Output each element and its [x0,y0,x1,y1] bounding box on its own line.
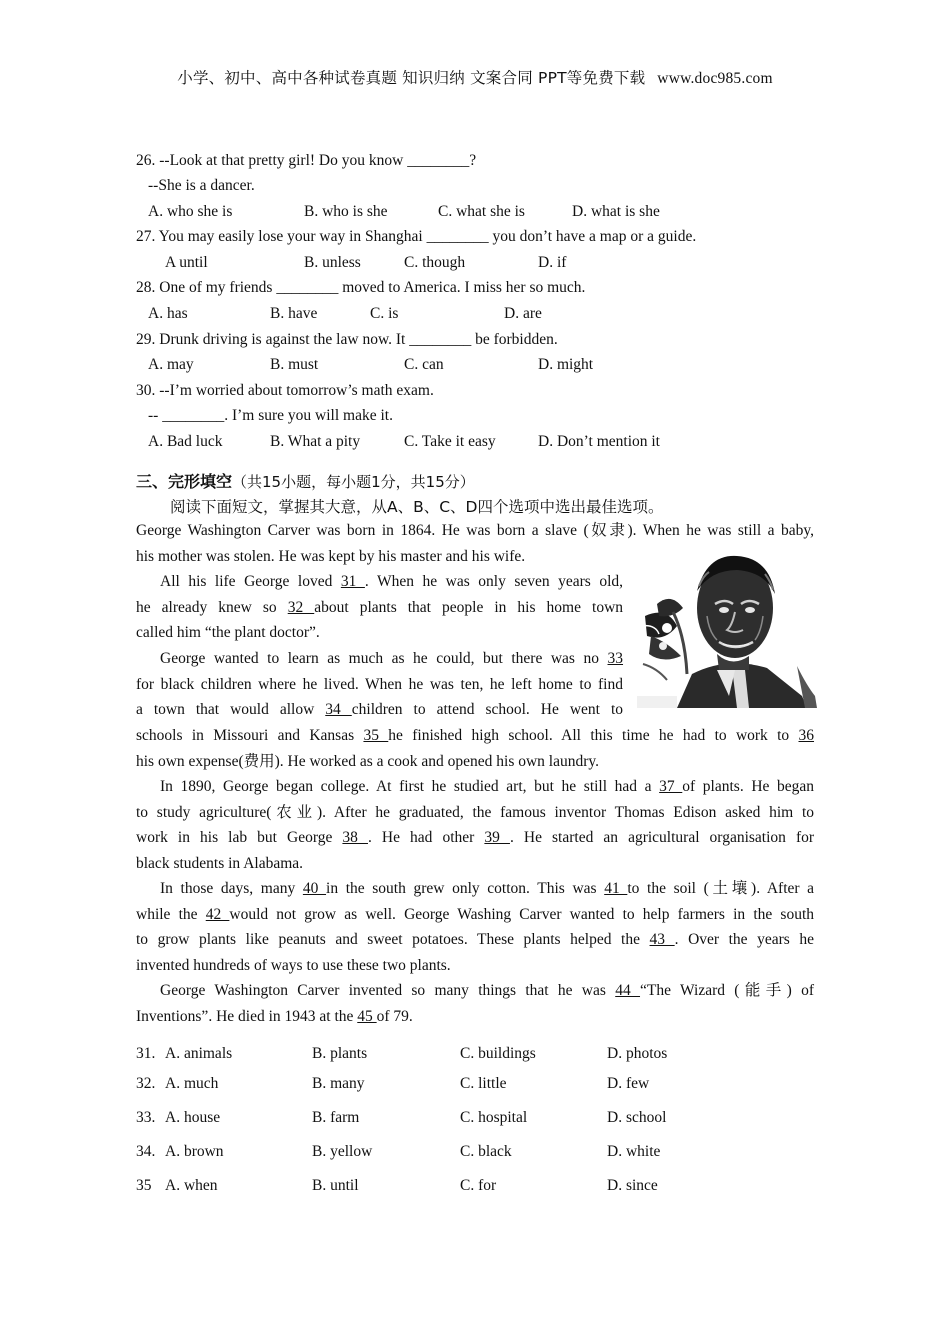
q26-option-c: C. what she is [438,203,525,220]
page-header [0,66,950,88]
cloze-32-option-c: C. little [460,1075,507,1092]
passage-line: invented hundreds of ways to use these two plants. [136,956,451,974]
portrait-illustration [637,546,817,708]
passage-line: called him “the plant doctor”. [136,624,320,642]
blank-40: 40 [302,880,327,897]
cloze-34-option-d: D. white [607,1143,661,1160]
blank-39: 39 [484,829,510,847]
header-title: 小学、初中、高中各种试卷真题 知识归纳 文案合同 PPT等免费下载 [177,69,646,87]
passage-paragraph-6 [136,978,814,1029]
question-30: 30. --I’m worried about tomorrow’s math exam. [136,382,434,399]
section-heading [136,469,475,492]
passage-line: schools in Missouri and Kansas 35 he finished high school. All this time he had to work to 36 [136,727,815,744]
passage-line: a town that would allow 34 children to attend school. He went to [136,701,624,719]
passage-line: to grow plants like peanuts and sweet potatoes. These plants helped the 43 . Over the years he [136,931,815,949]
q29-option-b: B. must [270,356,319,373]
cloze-33-option-a: A. house [165,1109,221,1126]
passage-paragraph-3 [136,646,623,723]
q28-option-c: C. is [370,305,399,322]
q28-option-d: D. are [504,305,542,322]
question-29: 29. Drunk driving is against the law now. It ________ be forbidden. [136,331,558,348]
blank-35: 35 [363,727,389,744]
section-title: 三、完形填空 [136,472,233,491]
blank-34: 34 [325,701,352,719]
q29-option-c: C. can [404,356,444,373]
passage-paragraph-4 [136,774,814,876]
passage-line: George wanted to learn as much as he could, but there was no 33 [160,650,624,667]
blank-33: 33 [607,650,624,667]
cloze-35-option-a: A. when [165,1177,218,1194]
q27-option-c: C. though [404,254,466,271]
passage-paragraph-2 [136,569,623,646]
cloze-35-option-d: D. since [607,1177,658,1194]
blank-32: 32 [287,598,315,616]
passage-line: In those days, many 40 in the south grew only cotton. This was 41 to the soil (土壤). After a [160,880,815,897]
q30-option-d: D. Don’t mention it [538,433,660,450]
blank-36: 36 [798,727,815,744]
cloze-31-option-b: B. plants [312,1045,368,1062]
question-26-reply: --She is a dancer. [148,177,255,194]
q30-option-b: B. What a pity [270,433,361,450]
passage-line: to study agriculture(农业). After he graduated, the famous inventor Thomas Edison asked him to [136,803,814,821]
cloze-31-option-c: C. buildings [460,1045,536,1062]
blank-38: 38 [342,829,368,847]
blank-44: 44 [615,982,641,999]
cloze-32-number: 32. [136,1075,156,1092]
passage-line: George Washington Carver was born in 1864. He was born a slave (奴隶). When he was still a baby, [136,522,814,539]
cloze-34-option-c: C. black [460,1143,512,1160]
passage-line: for black children where he lived. When he was ten, he left home to find [136,675,623,693]
blank-37: 37 [659,778,683,795]
q29-option-d: D. might [538,356,594,373]
question-26: 26. --Look at that pretty girl! Do you know ________? [136,152,477,169]
passage-paragraph-3-cont [136,723,814,774]
passage-line: his mother was stolen. He was kept by his master and his wife. [136,547,526,565]
blank-43: 43 [649,931,675,949]
q30-option-c: C. Take it easy [404,433,496,450]
q26-option-a: A. who she is [148,203,233,220]
blank-45: 45 [357,1007,377,1025]
cloze-35-option-c: C. for [460,1177,497,1194]
header-url: www.doc985.com [657,70,773,87]
cloze-32-option-b: B. many [312,1075,365,1092]
q29-option-a: A. may [148,356,194,373]
question-30-reply: -- ________. I’m sure you will make it. [148,407,393,424]
cloze-31-option-a: A. animals [165,1045,233,1062]
blank-41: 41 [604,880,628,897]
cloze-34-number: 34. [136,1143,156,1160]
passage-line: work in his lab but George 38 . He had other 39 . He started an agricultural organisation for [136,829,815,847]
passage-line: In 1890, George began college. At first he studied art, but he still had a 37 of plants. He began [160,778,815,795]
carver-portrait-image [637,546,817,708]
q30-option-a: A. Bad luck [148,433,223,450]
cloze-34-option-a: A. brown [165,1143,224,1160]
passage-line: while the 42 would not grow as well. George Washing Carver wanted to help farmers in the south [136,905,815,923]
passage-line: George Washington Carver invented so many things that he was 44 “The Wizard (能手) of [160,982,815,999]
cloze-33-option-c: C. hospital [460,1109,528,1126]
passage-line: All his life George loved 31 . When he was only seven years old, [160,573,624,590]
question-28: 28. One of my friends ________ moved to America. I miss her so much. [136,279,586,296]
cloze-31-number: 31. [136,1045,156,1062]
cloze-33-number: 33. [136,1109,156,1126]
blank-42: 42 [205,905,230,923]
q28-option-b: B. have [270,305,318,322]
passage-line: Inventions”. He died in 1943 at the 45 of 79. [136,1007,413,1025]
q27-option-a: A until [165,254,208,271]
q26-option-b: B. who is she [304,203,388,220]
q26-option-d: D. what is she [572,203,660,220]
section-subtitle: （共15小题，每小题1分，共15分） [232,473,475,491]
q27-option-b: B. unless [304,254,361,271]
cloze-34-option-b: B. yellow [312,1143,373,1160]
cloze-31-option-d: D. photos [607,1045,668,1062]
cloze-35-number: 35 [136,1177,152,1194]
cloze-33-option-d: D. school [607,1109,667,1126]
passage-line: his own expense(费用). He worked as a cook and opened his own laundry. [136,752,600,770]
passage-line: black students in Alabama. [136,854,304,872]
q28-option-a: A. has [148,305,188,322]
passage-line: he already knew so 32 about plants that people in his home town [136,598,624,616]
blank-31: 31 [340,573,365,590]
question-27: 27. You may easily lose your way in Shanghai ________ you don’t have a map or a guide. [136,228,697,245]
cloze-32-option-d: D. few [607,1075,650,1092]
cloze-35-option-b: B. until [312,1177,359,1194]
cloze-32-option-a: A. much [165,1075,219,1092]
passage-paragraph-5 [136,876,814,978]
q27-option-d: D. if [538,254,567,271]
cloze-33-option-b: B. farm [312,1109,360,1126]
section-instruction: 阅读下面短文，掌握其大意，从A、B、C、D四个选项中选出最佳选项。 [170,498,664,516]
